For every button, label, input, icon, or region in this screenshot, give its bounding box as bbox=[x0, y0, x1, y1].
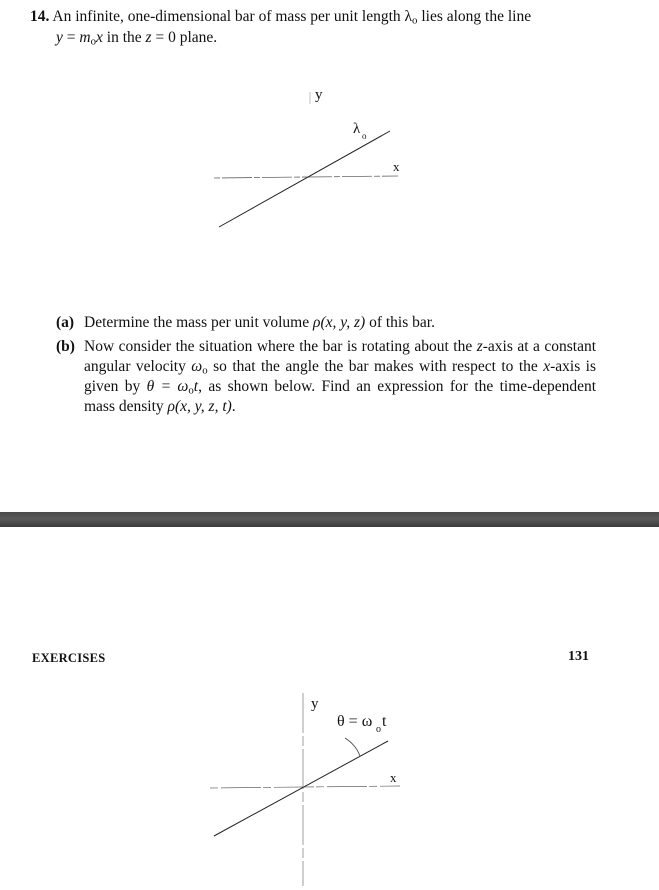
part-b-text-1: Now consider the situation where the bar is rotating about the bbox=[84, 338, 473, 355]
lambda-sub: o bbox=[412, 14, 418, 27]
eq-equals: = bbox=[66, 29, 76, 46]
eq-y: y bbox=[56, 29, 63, 46]
eq-m: m bbox=[79, 29, 91, 46]
part-b-omega: ω bbox=[191, 358, 203, 375]
part-b-z: z bbox=[476, 338, 483, 355]
part-a-text-1: Determine the mass per unit volume bbox=[84, 314, 310, 331]
part-b-theta-sub: o bbox=[188, 384, 194, 397]
part-b-x: x bbox=[543, 358, 551, 375]
fig2-theta-label: θ = ω bbox=[337, 713, 373, 730]
part-b-text-3: so that the angle the bar makes with respect to the bbox=[213, 358, 538, 375]
fig2-angle-arc bbox=[345, 738, 360, 756]
eq-m-sub: o bbox=[90, 35, 97, 48]
problem-number: 14. bbox=[30, 8, 50, 25]
part-a-rho: ρ(x, y, z) bbox=[313, 314, 366, 331]
fig2-x-label: x bbox=[390, 770, 397, 785]
fig2-bar bbox=[214, 741, 388, 836]
part-b-theta-t: t bbox=[193, 378, 199, 395]
lambda-symbol: λ bbox=[404, 8, 413, 25]
problem-text-3: in the bbox=[106, 29, 142, 46]
eq-x: x bbox=[96, 29, 103, 46]
running-header-section: EXERCISES bbox=[32, 651, 106, 665]
part-a-label: (a) bbox=[56, 314, 75, 331]
part-b-text-5: , as shown below. Find an expression for the time-dependent mass density bbox=[84, 378, 597, 415]
eq-z: z bbox=[145, 29, 152, 46]
fig1-x-label: x bbox=[393, 159, 400, 174]
fig2-theta-sub: o bbox=[376, 724, 381, 735]
problem-text-4: = 0 plane. bbox=[155, 29, 218, 46]
part-b-theta-eq: θ = ω bbox=[146, 378, 189, 395]
fig1-lambda-sub: o bbox=[362, 131, 367, 141]
fig1-y-label: y bbox=[315, 87, 323, 103]
part-b-text-6: . bbox=[231, 398, 236, 415]
problem-text-1: An infinite, one-dimensional bar of mass per unit length bbox=[52, 8, 401, 25]
fig2-y-label: y bbox=[311, 696, 319, 712]
fig1-lambda-label: λ bbox=[353, 121, 361, 137]
problem-text-2: lies along the line bbox=[421, 8, 532, 25]
part-b-label: (b) bbox=[56, 338, 75, 355]
part-a-text-2: of this bar. bbox=[369, 314, 435, 331]
part-b-text-4: -axis is given by bbox=[84, 358, 596, 395]
part-b-rho: ρ(x, y, z, t) bbox=[167, 398, 232, 415]
page-number: 131 bbox=[568, 649, 589, 664]
part-b-text-2: -axis at a constant angular velocity bbox=[84, 338, 597, 375]
fig2-theta-t: t bbox=[382, 713, 387, 730]
part-b-omega-sub: o bbox=[202, 364, 208, 377]
